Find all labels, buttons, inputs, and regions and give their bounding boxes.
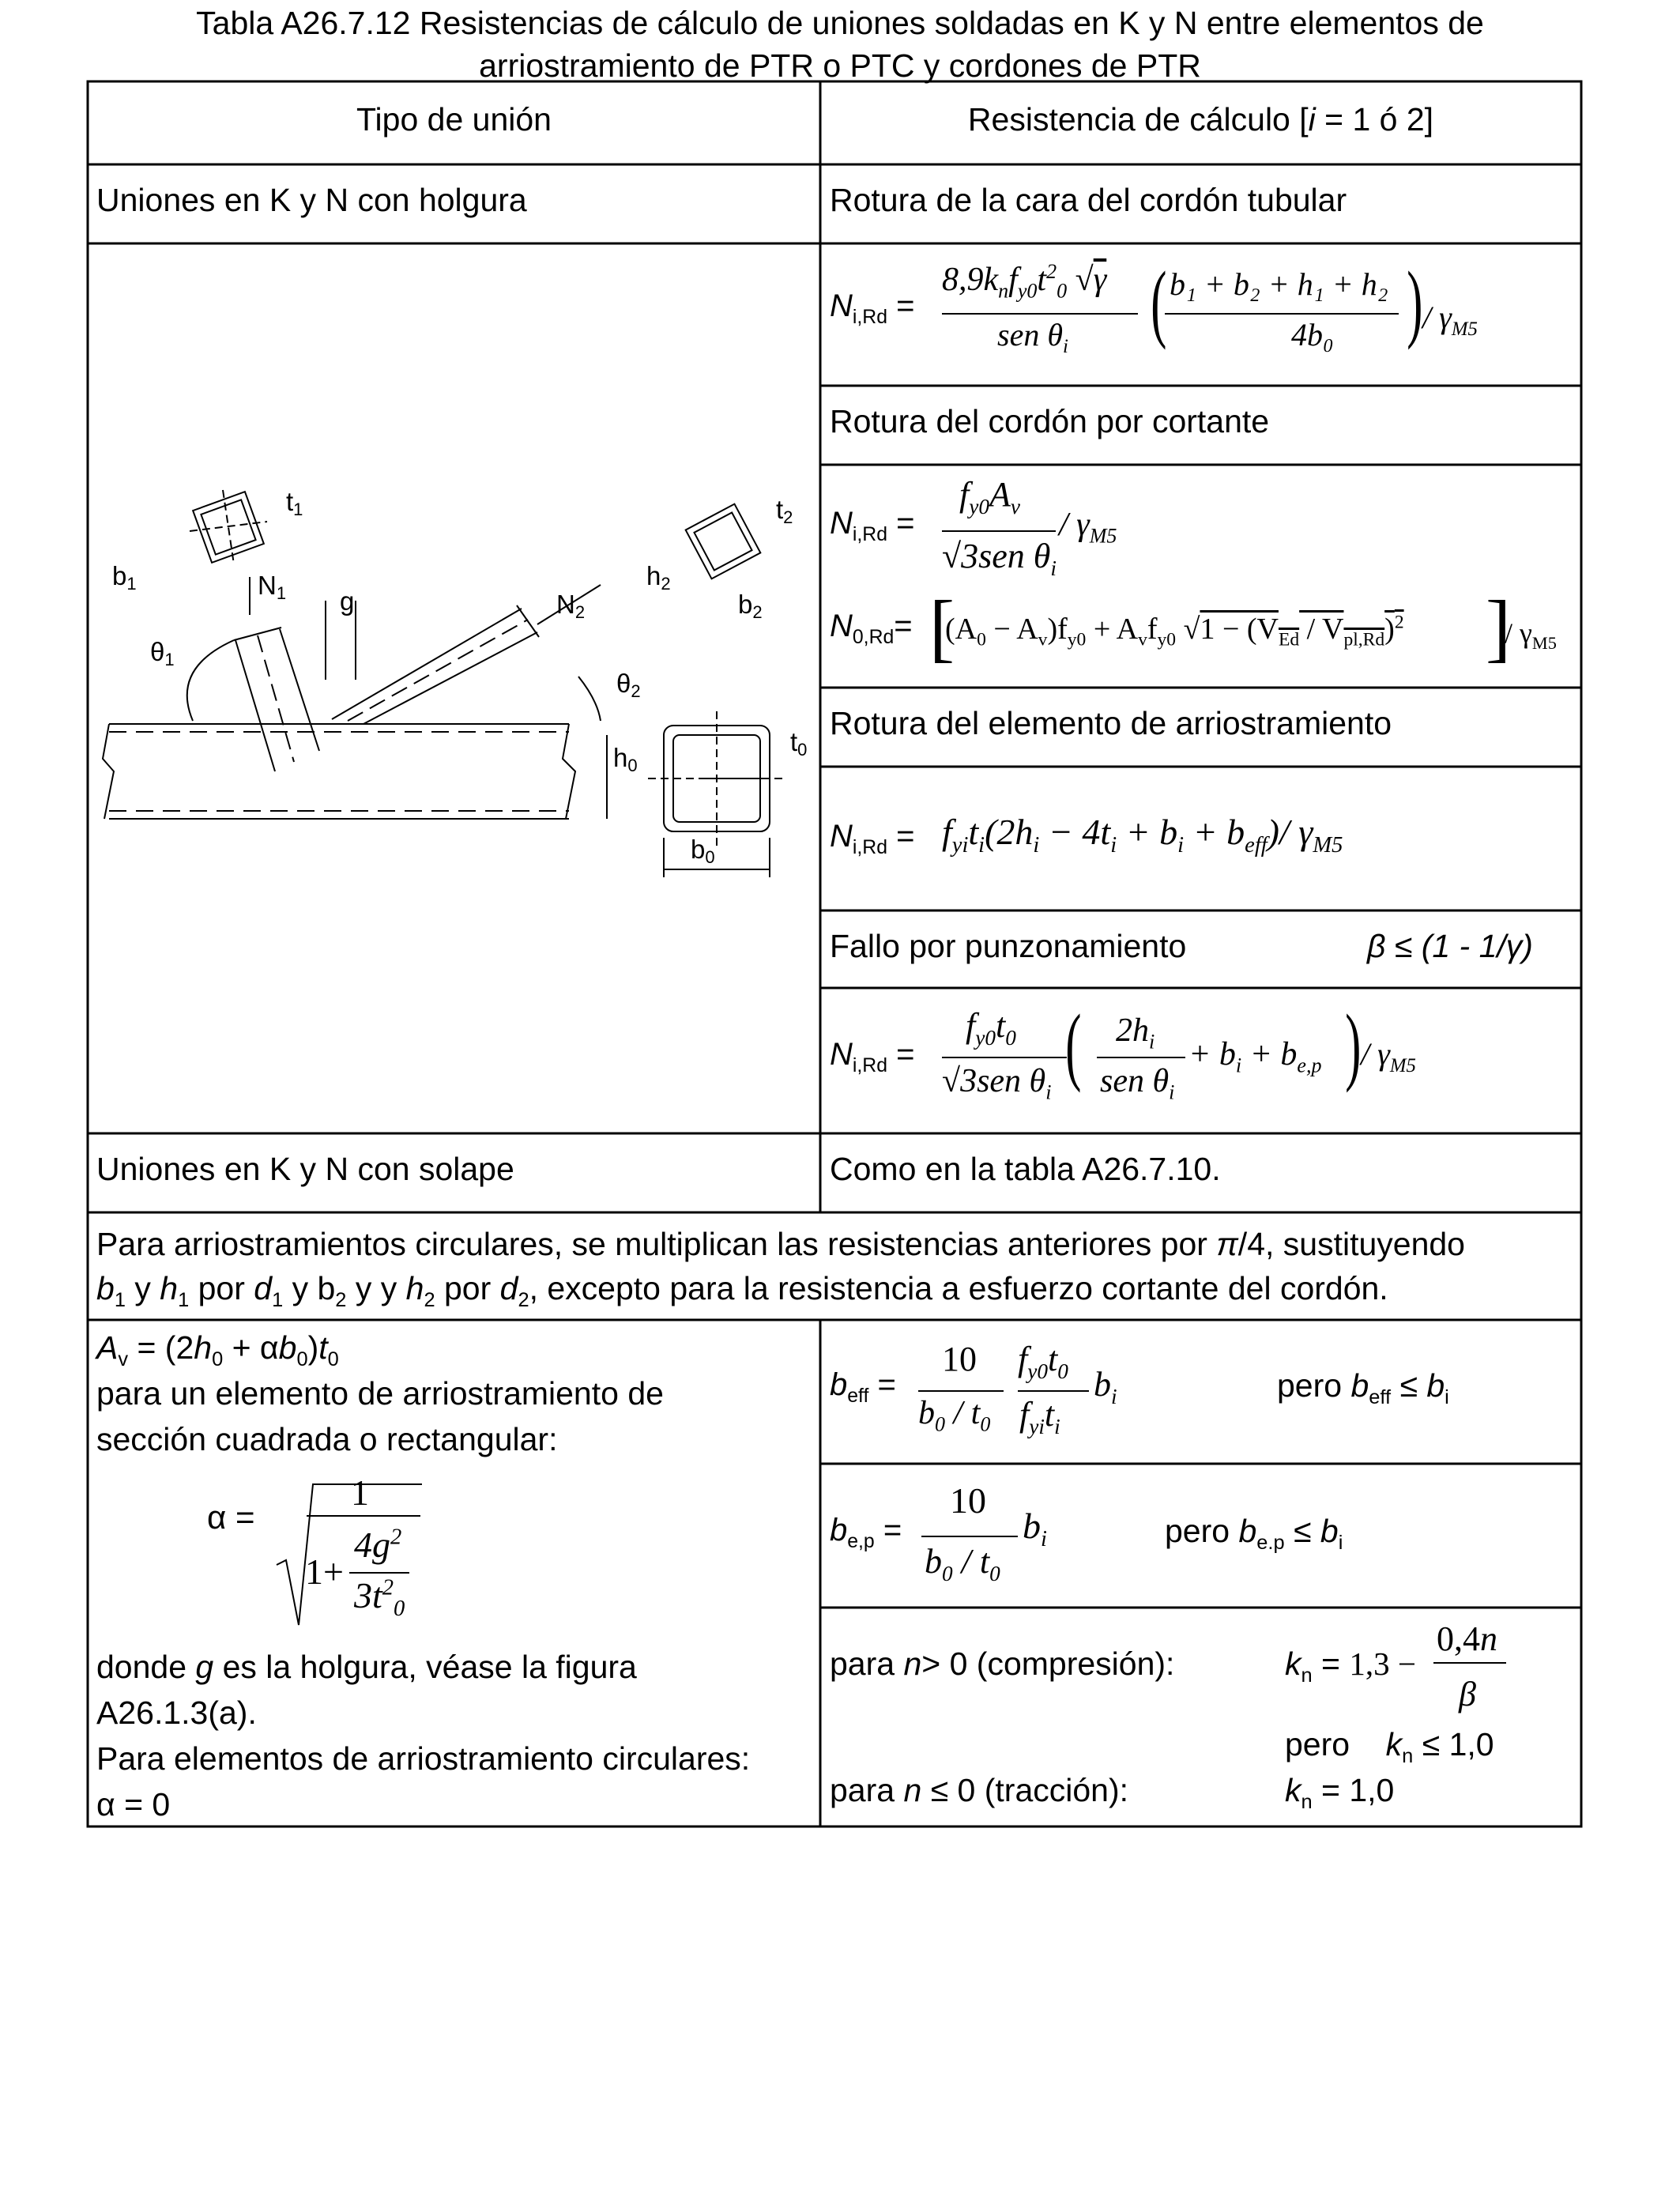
- formula5-tail-gamma: / γ: [1361, 1036, 1390, 1072]
- formula3-div: / V: [1299, 613, 1344, 646]
- note-l2-h: h: [160, 1270, 179, 1306]
- note-l2-por1: por: [189, 1270, 254, 1306]
- formula4-p: + b: [1117, 812, 1178, 852]
- section-chord-shear: Rotura del cordón por cortante: [830, 403, 1270, 439]
- note-l2-h2-sub: 2: [424, 1289, 435, 1312]
- bep-cond-sub: e.p: [1256, 1532, 1285, 1555]
- kn-sub: n: [1301, 1664, 1313, 1687]
- formula5-tail-sub: M5: [1389, 1055, 1416, 1076]
- beff-cond-pre: pero: [1277, 1367, 1351, 1404]
- formula1-paren-num: b₁ + b₂ + h₁ + h₂: [1170, 266, 1388, 302]
- note-l2-yy: y y: [346, 1270, 406, 1306]
- beff-den-f-sub: yi: [1029, 1414, 1045, 1438]
- alpha-inner-num-sup: 2: [390, 1525, 402, 1550]
- formula5-num-t-sub: 0: [1005, 1025, 1016, 1050]
- bl-line2: para un elemento de arriostramiento de: [96, 1375, 664, 1412]
- formula1-lparen: (: [1151, 254, 1167, 350]
- formula5-den-sub: i: [1045, 1080, 1052, 1104]
- note-l2-b-sub: 1: [114, 1289, 126, 1312]
- beff-num-f: f: [1018, 1340, 1028, 1378]
- formula1-num-sub0: 0: [1057, 279, 1068, 303]
- formula3-f2-sub: y0: [1157, 629, 1177, 650]
- beff-den-t: / t: [945, 1395, 981, 1431]
- kn-pero-k: k: [1385, 1726, 1403, 1762]
- av-b-sub: 0: [296, 1348, 308, 1371]
- alpha-eq: α =: [207, 1498, 255, 1536]
- formula4-h-sub: i: [1033, 833, 1040, 858]
- note-l2-h2: h: [405, 1270, 424, 1306]
- formula1-tail-sub: M5: [1451, 319, 1478, 340]
- formula1-eq: =: [896, 288, 915, 323]
- formula4-n: N: [830, 819, 853, 854]
- note-l2-h-sub: 1: [178, 1289, 190, 1312]
- formula5-plus-sub: i: [1235, 1054, 1242, 1077]
- formula4-t: t: [968, 812, 979, 852]
- av-b: b: [278, 1329, 297, 1366]
- note-l2-d-sub: 1: [272, 1289, 284, 1312]
- formula2-num-a-sub: v: [1010, 494, 1020, 518]
- formula1-den-sub: i: [1062, 336, 1068, 357]
- formula2-den-sub: i: [1050, 556, 1057, 580]
- formula5-plus2-sub: e,p: [1297, 1054, 1322, 1077]
- bep-den-b-sub: 0: [942, 1561, 953, 1585]
- alpha-inner-den-sup: 2: [382, 1575, 394, 1600]
- header-col-type-label: Tipo de unión: [356, 101, 552, 138]
- table-title-line2: arriostramiento de PTR o PTC y cordones de PTR: [479, 47, 1201, 84]
- note-l2-d2: d: [499, 1270, 518, 1306]
- formula4-p2-sub: eff: [1245, 833, 1268, 858]
- header-col-resistance-post: = 1 ó 2]: [1315, 101, 1434, 138]
- beff-ten: 10: [942, 1340, 977, 1378]
- beff-b: b: [830, 1367, 848, 1402]
- beff-bi-sub: i: [1111, 1384, 1117, 1408]
- formula3-tail-sub: M5: [1531, 633, 1557, 654]
- kn-tension-value: [1285, 1770, 1395, 1814]
- note-line1-post: /4, sustituyendo: [1237, 1226, 1465, 1262]
- formula4-m: − 4t: [1039, 812, 1111, 852]
- label-theta2: θ2: [616, 669, 641, 701]
- formula1-n: N: [830, 288, 853, 323]
- formula5-inner-num-sub: i: [1149, 1030, 1155, 1054]
- bep-cond-b2: b: [1320, 1513, 1339, 1549]
- row-gap-label: Uniones en K y N con holgura: [96, 182, 527, 218]
- note-line1-pre: Para arriostramientos circulares, se multiplican las resistencias anteriores por: [96, 1226, 1217, 1262]
- av-h-sub: 0: [212, 1348, 224, 1371]
- formula4-close: ): [1267, 812, 1279, 852]
- kn-l3-post: ≤ 0 (tracción):: [921, 1772, 1129, 1808]
- kn-l3-n: n: [903, 1772, 922, 1808]
- kn-frac-num: 0,4n: [1437, 1619, 1497, 1658]
- formula5-n: N: [830, 1037, 853, 1072]
- label-t2: t2: [776, 495, 793, 527]
- kn-frac-den: β: [1459, 1675, 1476, 1713]
- kn-pero-val: ≤ 1,0: [1413, 1726, 1494, 1762]
- beff-cond-b: b: [1350, 1367, 1369, 1404]
- kn-eq: =: [1312, 1646, 1350, 1682]
- label-n2: N2: [556, 590, 586, 622]
- av-close: ): [307, 1329, 319, 1366]
- bep-b: b: [830, 1513, 848, 1547]
- formula3-body: $(A_0 - A_v)f_{y0} + A_vf_{y0}$ $√1 - (V_{Ed} / V_{pl,Rd})^2$: [945, 612, 1404, 650]
- formula3-f2: f: [1147, 613, 1158, 646]
- formula5-inner-den-text: sen θ: [1100, 1063, 1170, 1099]
- beff-num-f-sub: y0: [1027, 1359, 1048, 1383]
- formula4-p2: + b: [1184, 812, 1245, 852]
- formula3-plus: + A: [1086, 613, 1139, 646]
- formula4-n-sub: i,Rd: [852, 837, 887, 858]
- av-sub: v: [118, 1348, 129, 1371]
- bep-cond-sub2: i: [1338, 1532, 1343, 1555]
- bep-ten: 10: [950, 1480, 986, 1521]
- note-l2-y2: y b: [283, 1270, 336, 1306]
- formula2-n: N: [830, 506, 853, 541]
- formula2-num-f: f: [959, 475, 970, 514]
- formula1-numerator: $8,9k_nf_{y0}t^2_0$ √γ: [942, 260, 1107, 303]
- formula1-num-sup2: 2: [1046, 260, 1057, 283]
- bep-cond-mid: ≤: [1284, 1513, 1320, 1549]
- beff-den-t2: t: [1044, 1395, 1055, 1434]
- note-l2-b: b: [96, 1270, 115, 1306]
- formula2-num-sub: y0: [969, 494, 989, 518]
- label-b2: b2: [738, 590, 763, 622]
- beff-cond-sub: eff: [1369, 1386, 1392, 1409]
- note-l2-b2-sub: 2: [335, 1289, 347, 1312]
- kn-k2: k: [1285, 1772, 1301, 1808]
- beff-den-t2-sub: i: [1054, 1414, 1060, 1438]
- alpha-inner-den-text: 3t: [354, 1575, 382, 1615]
- bep-bi-b: b: [1023, 1506, 1041, 1546]
- alpha-num: 1: [351, 1472, 369, 1513]
- label-h0: h0: [613, 743, 638, 775]
- formula3-plus-sub: v: [1138, 629, 1147, 650]
- formula3-minus-av: − A: [985, 613, 1038, 646]
- formula4-p-sub: i: [1177, 833, 1185, 858]
- formula4-f: f: [942, 812, 952, 852]
- formula4-t-sub: i: [978, 833, 985, 858]
- formula3-vpl-sub: pl,Rd: [1343, 629, 1385, 650]
- bl-line4-g: g: [195, 1649, 214, 1685]
- beff-cond-mid: ≤: [1391, 1367, 1427, 1404]
- bep-den-t-sub: 0: [989, 1561, 1000, 1585]
- bl-line4-post: es la holgura, véase la figura: [213, 1649, 637, 1685]
- alpha-one-plus: 1+: [305, 1551, 344, 1592]
- label-t1: t1: [286, 487, 303, 519]
- formula5-den: 3sen θ: [960, 1063, 1046, 1099]
- beff-cond-b2: b: [1426, 1367, 1445, 1404]
- beff-den-b: b: [918, 1395, 935, 1431]
- label-theta1: θ1: [150, 637, 175, 669]
- formula5-plus2-text: + b: [1241, 1036, 1298, 1072]
- table-title-line1: Tabla A26.7.12 Resistencias de cálculo de uniones soldadas en K y N entre elementos de: [196, 5, 1484, 41]
- av-eq: = (2: [128, 1329, 194, 1366]
- beff-cond-sub2: i: [1445, 1386, 1449, 1409]
- bl-line4-pre: donde: [96, 1649, 196, 1685]
- bl-line3: sección cuadrada o rectangular:: [96, 1421, 558, 1457]
- bep-den-t: / t: [952, 1542, 990, 1581]
- av-a: A: [96, 1329, 119, 1366]
- formula1-num-f: f: [1008, 262, 1018, 298]
- formula1-tail-gamma: / γ: [1422, 300, 1452, 335]
- beff-num-t-sub: 0: [1057, 1359, 1068, 1383]
- formula2-tail-gamma: / γ: [1059, 507, 1090, 543]
- label-n1: N1: [258, 571, 287, 603]
- formula3-n: N: [830, 609, 853, 643]
- bep-cond-pre: pero: [1165, 1513, 1239, 1549]
- formula1-num-a: 8,9k: [942, 262, 999, 298]
- formula1-num-sub-y0: y0: [1017, 279, 1038, 303]
- bep-sub: e,p: [847, 1531, 875, 1552]
- formula2-n-sub: i,Rd: [852, 524, 887, 545]
- beff-den-b-sub: 0: [935, 1412, 946, 1436]
- bl-line5: A26.1.3(a).: [96, 1695, 257, 1731]
- bep-cond-b: b: [1238, 1513, 1257, 1549]
- formula5-plus-text: + b: [1188, 1036, 1236, 1072]
- formula1-rparen: ): [1407, 254, 1423, 350]
- row-overlap-label: Uniones en K y N con solape: [96, 1151, 514, 1187]
- formula3-eq: =: [894, 609, 913, 643]
- formula3-tail-gamma: / γ: [1505, 617, 1532, 649]
- formula4-eq: =: [896, 819, 915, 854]
- kn-val2: = 1,0: [1312, 1772, 1395, 1808]
- formula1-den: sen θ: [997, 317, 1063, 352]
- formula2-num-a: A: [989, 475, 1011, 514]
- note-l2-por2: por: [435, 1270, 500, 1306]
- kn-l3-pre: para: [830, 1772, 904, 1808]
- kn-l1-n: n: [903, 1646, 922, 1682]
- label-t0: t0: [790, 727, 808, 760]
- bep-den-b: b: [925, 1542, 942, 1581]
- formula4-m-sub: i: [1110, 833, 1117, 858]
- formula5-num-f: f: [966, 1006, 976, 1045]
- alpha-inner-den-sub: 0: [394, 1596, 405, 1622]
- kn-sub2: n: [1301, 1791, 1313, 1814]
- bl-line6: Para elementos de arriostramiento circulares:: [96, 1740, 751, 1777]
- formula5-inner-num-text: 2h: [1116, 1012, 1149, 1049]
- formula3-rbracket: ]: [1486, 585, 1511, 669]
- formula2-eq: =: [896, 506, 915, 541]
- formula4-tail-sub: M5: [1313, 833, 1343, 858]
- formula4-paren: (2h: [985, 812, 1034, 852]
- kn-l1-post: > 0 (compresión):: [921, 1646, 1175, 1682]
- formula3-lbracket: [: [929, 585, 955, 669]
- formula5-eq: =: [896, 1037, 915, 1072]
- beff-sub: eff: [847, 1385, 869, 1407]
- formula1-num-gamma: γ: [1093, 262, 1107, 298]
- beff-bi-b: b: [1094, 1365, 1111, 1404]
- bl-line7: α = 0: [96, 1786, 171, 1823]
- section-chord-face-failure: Rotura de la cara del cordón tubular: [830, 182, 1347, 218]
- formula3-n-sub: 0,Rd: [852, 627, 895, 648]
- kn-pero: pero: [1285, 1726, 1350, 1762]
- formula3-fy0-sub: y0: [1067, 629, 1087, 650]
- kn-val: 1,3 −: [1349, 1646, 1416, 1682]
- formula3-sup2: 2: [1394, 612, 1404, 633]
- section-brace-failure: Rotura del elemento de arriostramiento: [830, 705, 1392, 741]
- av-plus: + α: [223, 1329, 279, 1366]
- row-overlap-value: Como en la tabla A26.7.10.: [830, 1151, 1221, 1187]
- note-line1-pi: π: [1216, 1226, 1238, 1262]
- formula5-denominator: √3sen $\theta_i$: [942, 1063, 1052, 1104]
- beff-eq: =: [877, 1367, 896, 1402]
- formula2-denominator: √3sen $\theta_i$: [942, 537, 1057, 580]
- beff-den-t-sub: 0: [980, 1412, 991, 1436]
- formula3-close: )f: [1047, 613, 1068, 646]
- formula1-num-t: t: [1037, 262, 1047, 298]
- formula5-num-t: t: [995, 1006, 1006, 1045]
- formula3-close2: ): [1384, 613, 1395, 646]
- formula3-av-sub: v: [1038, 629, 1048, 650]
- formula5-n-sub: i,Rd: [852, 1055, 887, 1076]
- kn-limit: [1285, 1725, 1494, 1768]
- label-h2: h2: [646, 561, 671, 594]
- formula2-tail-sub: M5: [1089, 524, 1117, 548]
- formula5-rparen: ): [1345, 997, 1362, 1093]
- header-col-resistance-i: i: [1308, 101, 1316, 138]
- formula3-a0-sub: 0: [977, 629, 986, 650]
- av-t: t: [318, 1329, 328, 1366]
- formula1-paren-den: 4b₀: [1291, 317, 1334, 352]
- av-h: h: [194, 1329, 213, 1366]
- kn-tension: [830, 1770, 1128, 1810]
- kn-k: k: [1285, 1646, 1301, 1682]
- note-l2-y1: y: [125, 1270, 160, 1306]
- note-l2-rest: , excepto para la resistencia a esfuerzo cortante del cordón.: [529, 1270, 1388, 1306]
- kn-pero-sub: n: [1402, 1745, 1414, 1768]
- header-col-resistance-pre: Resistencia de cálculo [: [967, 101, 1309, 138]
- alpha-inner-num-text: 4g: [354, 1525, 390, 1565]
- note-l2-d: d: [254, 1270, 273, 1306]
- formula5-num-sub: y0: [975, 1025, 996, 1050]
- section-punching-shear: Fallo por punzonamiento: [830, 928, 1187, 964]
- formula3-a0: (A: [945, 613, 977, 646]
- formula2-den: 3sen θ: [961, 537, 1051, 575]
- formula4-f-sub: yi: [951, 833, 969, 858]
- formula4-tail: / γ: [1279, 812, 1313, 852]
- bep-bi-sub: i: [1041, 1527, 1047, 1552]
- label-g: g: [340, 586, 355, 616]
- av-t-sub: 0: [327, 1348, 339, 1371]
- kn-l1-pre: para: [830, 1646, 904, 1682]
- formula3-sqrt-content: 1 − (V: [1200, 613, 1279, 646]
- formula3-ved-sub: Ed: [1278, 629, 1300, 650]
- beff-num-t: t: [1047, 1340, 1058, 1378]
- label-b1: b1: [112, 561, 137, 594]
- formula1-n-sub: i,Rd: [852, 307, 887, 328]
- bep-eq: =: [883, 1513, 902, 1547]
- punching-condition: β ≤ (1 - 1/γ): [1367, 928, 1533, 964]
- formula5-lparen: (: [1065, 997, 1082, 1093]
- label-b0: b0: [691, 835, 715, 867]
- note-l2-d2-sub: 2: [518, 1289, 529, 1312]
- beff-den-f: f: [1019, 1395, 1030, 1434]
- formula5-inner-den-sub: i: [1169, 1080, 1175, 1104]
- formula1-num-sub-n: n: [998, 279, 1009, 303]
